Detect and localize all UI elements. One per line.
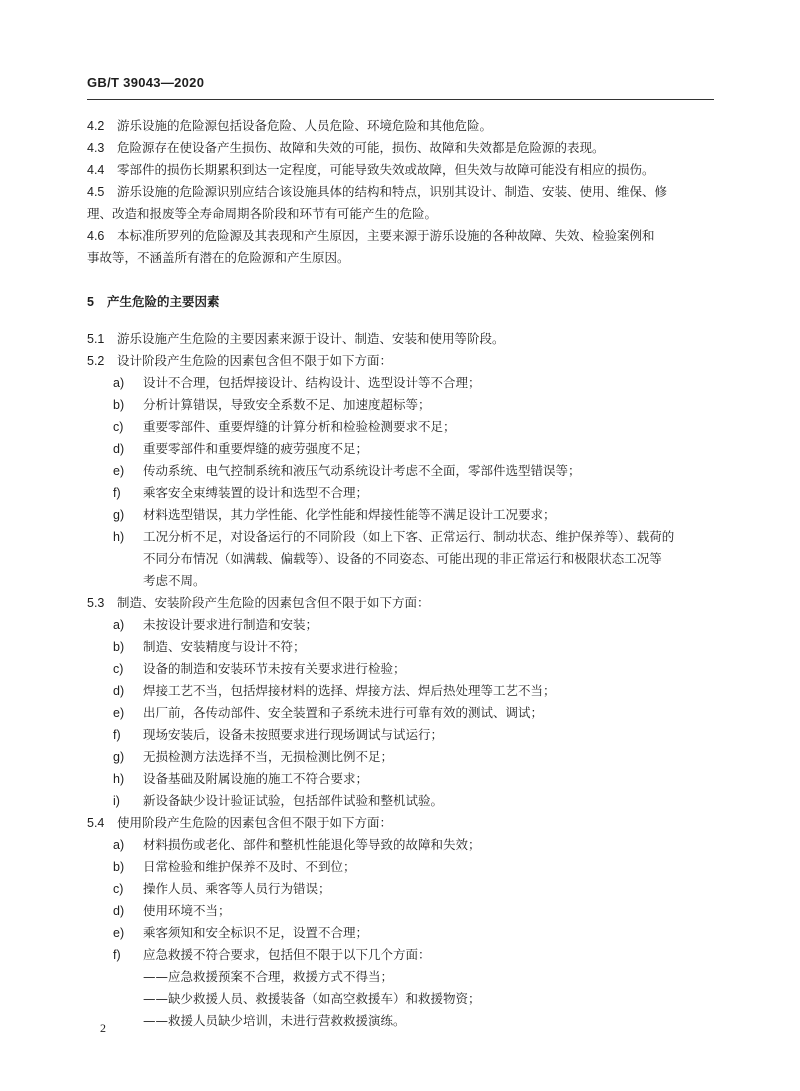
list-item-label: a) xyxy=(113,376,125,390)
page-number: 2 xyxy=(100,1021,106,1035)
list-item xyxy=(113,705,714,721)
dash-item: ——缺少救援人员、救援装备（如高空救援车）和救援物资； xyxy=(143,991,481,1006)
list-item-text: 应急救援不符合要求，包括但不限于以下几个方面： xyxy=(143,947,431,962)
clause-number: 4.2 xyxy=(87,119,105,133)
list-item-label: e) xyxy=(113,926,125,940)
clause-text: 零部件的损伤长期累积到达一定程度，可能导致失效或故障，但失效与故障可能没有相应的损伤。 xyxy=(117,162,655,177)
clause-4-3 xyxy=(87,140,714,156)
list-item-continuation: 考虑不周。 xyxy=(143,573,206,588)
clause-text: 本标准所罗列的危险源及其表现和产生原因，主要来源于游乐设施的各种故障、失效、检验案例和 xyxy=(117,228,655,243)
list-item-text: 材料选型错误，其力学性能、化学性能和焊接性能等不满足设计工况要求； xyxy=(143,507,556,522)
list-item-text: 传动系统、电气控制系统和液压气动系统设计考虑不全面，零部件选型错误等； xyxy=(143,463,581,478)
clause-5-2 xyxy=(87,353,714,369)
clause-4-2 xyxy=(87,118,714,134)
list-item xyxy=(113,749,714,765)
list-item xyxy=(113,441,714,457)
list-item-text: 材料损伤或老化、部件和整机性能退化等导致的故障和失效； xyxy=(143,837,481,852)
clause-number: 5.2 xyxy=(87,354,105,368)
clause-text: 使用阶段产生危险的因素包含但不限于如下方面： xyxy=(117,815,393,830)
list-item-label: g) xyxy=(113,750,125,764)
list-item-text: 操作人员、乘客等人员行为错误； xyxy=(143,881,331,896)
list-item-text: 现场安装后，设备未按照要求进行现场调试与试运行； xyxy=(143,727,444,742)
list-item-text: 设计不合理，包括焊接设计、结构设计、选型设计等不合理； xyxy=(143,375,481,390)
dash-item: ——应急救援预案不合理，救援方式不得当； xyxy=(143,969,394,984)
clause-4-6-continuation: 事故等，不涵盖所有潜在的危险源和产生原因。 xyxy=(87,250,350,265)
list-item-label: i) xyxy=(113,794,120,808)
list-item xyxy=(113,903,714,919)
list-item-label: g) xyxy=(113,508,125,522)
list-item-text: 焊接工艺不当，包括焊接材料的选择、焊接方法、焊后热处理等工艺不当； xyxy=(143,683,556,698)
list-item-text: 重要零部件和重要焊缝的疲劳强度不足； xyxy=(143,441,369,456)
clause-number: 5.1 xyxy=(87,332,105,346)
clause-text: 危险源存在使设备产生损伤、故障和失效的可能，损伤、故障和失效都是危险源的表现。 xyxy=(117,140,605,155)
clause-4-6 xyxy=(87,228,714,244)
list-item-text: 工况分析不足，对设备运行的不同阶段（如上下客、正常运行、制动状态、维护保养等）、载荷的 xyxy=(143,529,675,544)
clause-4-4 xyxy=(87,162,714,178)
list-item-text: 分析计算错误，导致安全系数不足、加速度超标等； xyxy=(143,397,431,412)
list-item xyxy=(113,639,714,655)
list-item-text: 乘客须知和安全标识不足，设置不合理； xyxy=(143,925,369,940)
clause-5-1 xyxy=(87,331,714,347)
clause-text: 游乐设施的危险源识别应结合该设施具体的结构和特点，识别其设计、制造、安装、使用、维保、修 xyxy=(117,184,668,199)
list-item-text: 重要零部件、重要焊缝的计算分析和检验检测要求不足； xyxy=(143,419,456,434)
clause-number: 5.3 xyxy=(87,596,105,610)
list-item-label: f) xyxy=(113,728,121,742)
list-item xyxy=(113,771,714,787)
list-item xyxy=(113,419,714,435)
list-item xyxy=(113,947,714,963)
list-item xyxy=(113,463,714,479)
list-item-label: f) xyxy=(113,948,121,962)
list-item xyxy=(113,837,714,853)
list-item-label: b) xyxy=(113,860,125,874)
list-item-label: c) xyxy=(113,662,124,676)
list-item-label: c) xyxy=(113,420,124,434)
list-item-text: 出厂前，各传动部件、安全装置和子系统未进行可靠有效的测试、调试； xyxy=(143,705,544,720)
list-item-label: e) xyxy=(113,464,125,478)
clause-text: 设计阶段产生危险的因素包含但不限于如下方面： xyxy=(117,353,393,368)
list-item-text: 无损检测方法选择不当，无损检测比例不足； xyxy=(143,749,394,764)
list-item xyxy=(113,397,714,413)
list-item xyxy=(113,507,714,523)
section-number: 5 xyxy=(87,295,94,309)
clause-number: 5.4 xyxy=(87,816,105,830)
clause-4-5-continuation: 理、改造和报废等全寿命周期各阶段和环节有可能产生的危险。 xyxy=(87,206,438,221)
list-item-label: d) xyxy=(113,442,125,456)
clause-number: 4.3 xyxy=(87,141,105,155)
clause-5-3 xyxy=(87,595,714,611)
list-item-text: 未按设计要求进行制造和安装； xyxy=(143,617,319,632)
list-item-text: 使用环境不当； xyxy=(143,903,231,918)
clause-number: 4.6 xyxy=(87,229,105,243)
header-rule xyxy=(87,99,714,100)
list-item-text: 设备基础及附属设施的施工不符合要求； xyxy=(143,771,369,786)
section-title: 产生危险的主要因素 xyxy=(107,294,220,309)
clause-4-5 xyxy=(87,184,714,200)
list-item xyxy=(113,727,714,743)
list-item-label: e) xyxy=(113,706,125,720)
list-item-label: f) xyxy=(113,486,121,500)
clause-number: 4.5 xyxy=(87,185,105,199)
list-item xyxy=(113,375,714,391)
list-item xyxy=(113,881,714,897)
list-item xyxy=(113,683,714,699)
list-item xyxy=(113,617,714,633)
list-item-label: d) xyxy=(113,904,125,918)
list-item-text: 设备的制造和安装环节未按有关要求进行检验； xyxy=(143,661,406,676)
list-item xyxy=(113,485,714,501)
list-item xyxy=(113,859,714,875)
clause-text: 制造、安装阶段产生危险的因素包含但不限于如下方面： xyxy=(117,595,430,610)
list-item xyxy=(113,925,714,941)
list-item-label: h) xyxy=(113,530,125,544)
list-item xyxy=(113,793,714,809)
dash-item: ——救援人员缺少培训，未进行营救救援演练。 xyxy=(143,1013,406,1028)
list-item-text: 新设备缺少设计验证试验，包括部件试验和整机试验。 xyxy=(143,793,444,808)
clause-number: 4.4 xyxy=(87,163,105,177)
list-item-text: 乘客安全束缚装置的设计和选型不合理； xyxy=(143,485,369,500)
list-item-label: b) xyxy=(113,640,125,654)
list-item-label: a) xyxy=(113,618,125,632)
list-item-label: c) xyxy=(113,882,124,896)
list-item-text: 日常检验和维护保养不及时、不到位； xyxy=(143,859,356,874)
list-item-label: b) xyxy=(113,398,125,412)
list-item-text: 制造、安装精度与设计不符； xyxy=(143,639,306,654)
list-item-label: d) xyxy=(113,684,125,698)
list-item xyxy=(113,661,714,677)
standard-id-header: GB/T 39043—2020 xyxy=(87,75,205,90)
list-item xyxy=(113,529,714,545)
list-item-continuation: 不同分布情况（如满载、偏载等）、设备的不同姿态、可能出现的非正常运行和极限状态工况等 xyxy=(143,551,662,566)
section-5-heading xyxy=(87,294,220,310)
list-item-label: a) xyxy=(113,838,125,852)
clause-text: 游乐设施的危险源包括设备危险、人员危险、环境危险和其他危险。 xyxy=(117,118,493,133)
list-item-label: h) xyxy=(113,772,125,786)
clause-5-4 xyxy=(87,815,714,831)
clause-text: 游乐设施产生危险的主要因素来源于设计、制造、安装和使用等阶段。 xyxy=(117,331,505,346)
